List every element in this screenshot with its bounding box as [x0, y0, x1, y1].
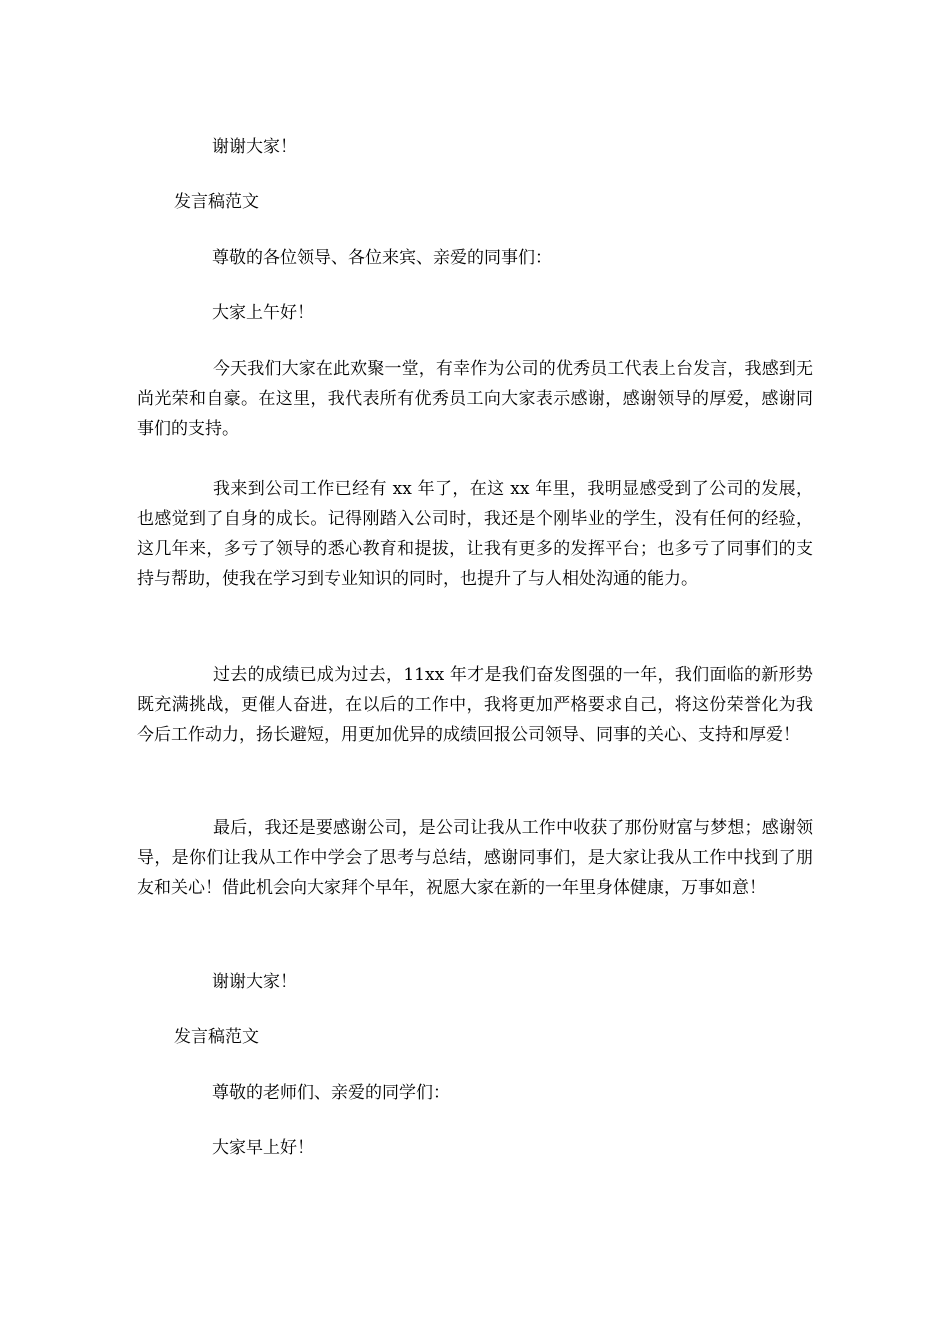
body-paragraph: 我来到公司工作已经有 xx 年了，在这 xx 年里，我明显感受到了公司的发展，也感觉到了自身的成长。记得刚踏入公司时，我还是个刚毕业的学生，没有任何的经验，这几年来，多亏了领导的悉心教育和提拔，让我有更多的发挥平台；也多亏了同事们的支持与帮助，使我在学习到专业知识的同时，也提升了与人相处沟通的能力。	[137, 479, 813, 589]
greeting: 大家早上好！	[212, 1138, 314, 1158]
body-paragraph: 今天我们大家在此欢聚一堂，有幸作为公司的优秀员工代表上台发言，我感到无尚光荣和自豪。在这里，我代表所有优秀员工向大家表示感谢，感谢领导的厚爱，感谢同事们的支持。	[137, 359, 813, 439]
salutation: 尊敬的各位领导、各位来宾、亲爱的同事们：	[212, 248, 552, 268]
section-heading: 发言稿范文	[174, 192, 259, 212]
salutation: 尊敬的老师们、亲爱的同学们：	[212, 1083, 450, 1103]
closing-thanks: 谢谢大家！	[212, 137, 297, 157]
body-paragraph: 过去的成绩已成为过去，11xx 年才是我们奋发图强的一年，我们面临的新形势既充满挑战，更催人奋进，在以后的工作中，我将更加严格要求自己，将这份荣誉化为我今后工作动力，扬长避短，用更加优异的成绩回报公司领导、同事的关心、支持和厚爱！	[137, 665, 813, 745]
section-heading: 发言稿范文	[174, 1027, 259, 1047]
body-paragraph: 最后，我还是要感谢公司，是公司让我从工作中收获了那份财富与梦想；感谢领导，是你们让我从工作中学会了思考与总结，感谢同事们，是大家让我从工作中找到了朋友和关心！借此机会向大家拜个早年，祝愿大家在新的一年里身体健康，万事如意！	[137, 818, 813, 898]
greeting: 大家上午好！	[212, 303, 314, 323]
closing-thanks: 谢谢大家！	[212, 972, 297, 992]
